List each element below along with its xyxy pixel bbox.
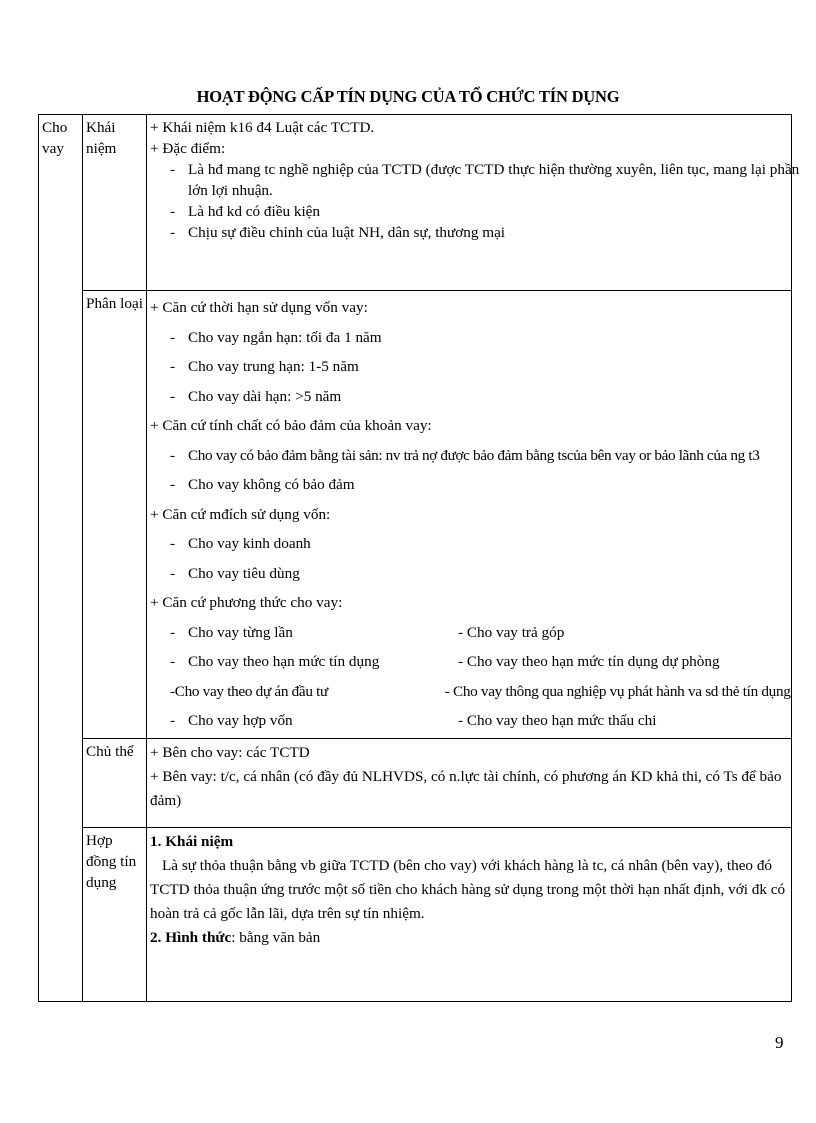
bullet-pair: - Cho vay theo dự án đầu tư - Cho vay thông qua nghiệp vụ phát hành va sd thẻ tín dụng [170, 682, 791, 700]
hop-dong-label: Hợp đồng tín dụng [83, 827, 147, 1002]
page-number: 9 [775, 1033, 784, 1052]
page-title: HOẠT ĐỘNG CẤP TÍN DỤNG CỦA TỔ CHỨC TÍN DỤNG [196, 87, 620, 106]
bullet-item: - Cho vay kinh doanh [170, 535, 311, 552]
chu-the-label: Chủ thể [83, 738, 147, 827]
text-line: + Căn cứ thời hạn sử dụng vốn vay: [150, 299, 368, 316]
text-line: Là sự thỏa thuận bằng vb giữa TCTD (bên cho vay) với khách hàng là tc, cá nhân (bên vay), theo đó [162, 856, 773, 874]
chu-the-content [147, 738, 792, 827]
section-heading: 2. Hình thức: bằng văn bản [150, 928, 321, 946]
text-line: + Đặc điểm: [150, 140, 226, 157]
bullet-item: - Chịu sự điều chỉnh của luật NH, dân sự, thương mại [170, 224, 506, 241]
text-line: hoàn trả cả gốc lẫn lãi, dựa trên sự tín nhiệm. [150, 904, 425, 922]
section-heading: 1. Khái niệm [150, 832, 234, 850]
text-line: + Bên vay: t/c, cá nhân (có đầy đủ NLHVDS, có n.lực tài chính, có phương án KD khả thi, có Ts để bảo [150, 767, 782, 785]
text-line: + Bên cho vay: các TCTD [150, 743, 310, 761]
bullet-item: - Cho vay trung hạn: 1-5 năm [170, 358, 359, 375]
bullet-continuation: lớn lợi nhuận. [188, 182, 273, 199]
text-line: + Căn cứ mđích sử dụng vốn: [150, 505, 331, 523]
bullet-item: - Cho vay tiêu dùng [170, 564, 300, 582]
text-line: + Căn cứ phương thức cho vay: [150, 594, 343, 611]
bullet-item: - Là hđ mang tc nghề nghiệp của TCTD (được TCTD thực hiện thường xuyên, liên tục, mang lại phần [170, 161, 800, 178]
text-line: + Căn cứ tính chất có bảo đảm của khoản vay: [150, 417, 432, 434]
khai-niem-content [147, 115, 800, 291]
khai-niem-label: Khái niệm [83, 115, 147, 291]
text-line: TCTD thỏa thuận ứng trước một số tiền cho khách hàng sử dụng trong một thời hạn nhất định, với đk có [150, 880, 786, 898]
bullet-item: - Là hđ kd có điều kiện [170, 203, 321, 220]
text-line: + Khái niệm k16 đ4 Luật các TCTD. [150, 119, 375, 136]
bullet-item: - Cho vay có bảo đảm bằng tài sản: nv trả nợ được bảo đảm bằng tscủa bên vay or bảo lãnh của ng t3 [170, 446, 760, 464]
hop-dong-content [147, 827, 792, 1002]
cho-vay-cell: Cho vay [39, 115, 83, 1002]
bullet-pair: - Cho vay từng lần - Cho vay trả góp [170, 623, 565, 641]
phan-loai-content [147, 291, 792, 739]
phan-loai-label: Phân loại [83, 291, 147, 739]
text-line: đảm) [150, 791, 182, 809]
bullet-pair: - Cho vay theo hạn mức tín dụng - Cho vay theo hạn mức tín dụng dự phòng [170, 653, 720, 670]
content-table [38, 114, 800, 1002]
bullet-item: - Cho vay ngắn hạn: tối đa 1 năm [170, 328, 382, 346]
bullet-pair: - Cho vay hợp vốn - Cho vay theo hạn mức thấu chi [170, 712, 657, 729]
bullet-item: - Cho vay không có bảo đảm [170, 476, 355, 493]
bullet-item: - Cho vay dài hạn: >5 năm [170, 387, 342, 405]
